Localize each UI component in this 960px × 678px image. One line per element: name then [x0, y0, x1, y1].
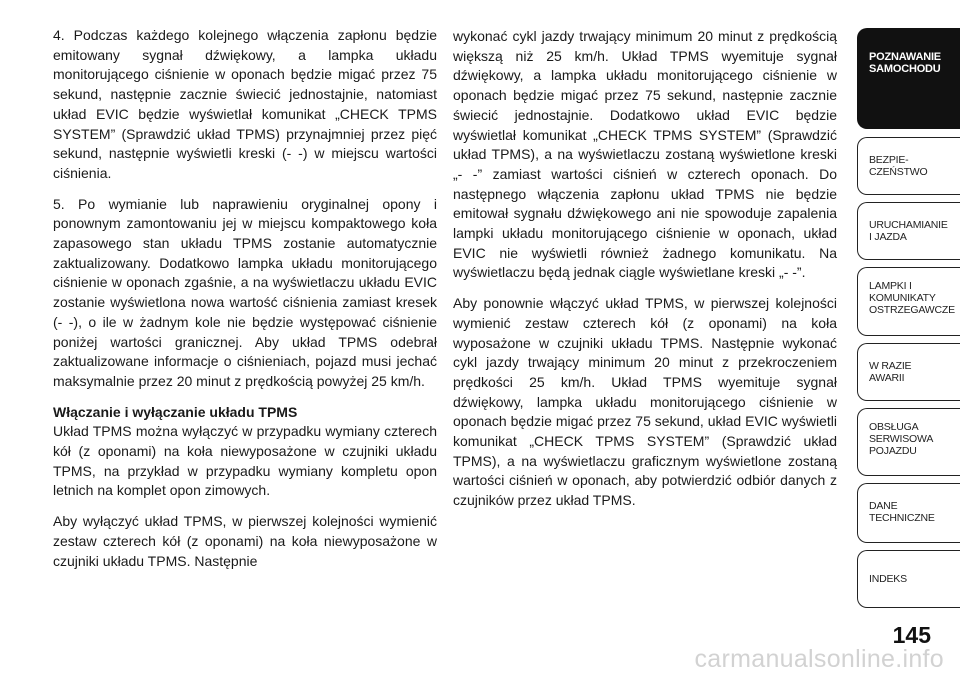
tab-lampki-i-komunikaty[interactable]: [857, 267, 960, 336]
tab-label-line: TECHNICZNE: [869, 512, 935, 524]
tab-label-line: W RAZIE: [869, 360, 912, 372]
page-number: 145: [892, 622, 931, 648]
tab-label-line: DANE: [869, 500, 898, 512]
tab-label-line: OSTRZEGAWCZE: [869, 304, 955, 316]
tab-label-line: POZNAWANIE: [869, 51, 941, 63]
tab-label-line: LAMPKI I: [869, 280, 912, 292]
tab-label-line: CZEŃSTWO: [869, 166, 928, 178]
tab-label-line: KOMUNIKATY: [869, 292, 936, 304]
tab-indeks[interactable]: [857, 550, 960, 608]
tab-label-line: BEZPIE-: [869, 154, 909, 166]
paragraph-disable-steps: Aby wyłączyć układ TPMS, w pierwszej kolejności wymienić zestaw czterech kół (z oponami) na koła niewyposażone w czujniki układu TPMS. Następnie: [53, 513, 437, 569]
tab-label-line: POJAZDU: [869, 445, 917, 457]
paragraph-enable-steps: Aby ponownie włączyć układ TPMS, w pierwszej kolejności wymienić zestaw czterech kół (z oponami) na koła wyposażone w czujniki układu TPMS. Następnie wykonać cykl jazdy trwający minimum 20 minut z przekroczeniem prędkości 25 km/h. Układ TPMS wyemituje sygnał dźwiękowy, lampka układu monitorującego ciśnienie w oponach będzie migać przez 75 sekund, układ EVIC wyświetli komunikat „CHECK TPMS SYSTEM” (Sprawdzić układ TPMS), a na wyświetlaczu graficznym wyświetlone zostaną wartości ciśnień w oponach, aby potwierdzić odbiór danych z czujników przez układ TPMS.: [453, 295, 837, 509]
tab-label-line: SAMOCHODU: [869, 63, 941, 75]
tab-w-razie-awarii[interactable]: [857, 343, 960, 401]
tab-label-line: INDEKS: [869, 573, 907, 585]
right-column: [453, 27, 837, 522]
paragraph-step-5: 5. Po wymianie lub naprawieniu oryginalnej opony i ponownym zamontowaniu jej w miejscu kompaktowego koła zapasowego stan układu TPMS zostanie automatycznie zaktualizowany. Dodatkowo lampka układu monitorującego ciśnienie w oponach zgaśnie, a na wyświetlaczu układu EVIC zostanie wyświetlona nowa wartość ciśnienia zamiast kresek (- -), o ile w żadnym kole nie będzie występować ciśnienie poniżej wartości granicznej. Aby układ TPMS odebrał zaktualizowane informacje o ciśnieniach, pojazd musi jechać maksymalnie przez 20 minut z prędkością powyżej 25 km/h.: [53, 195, 437, 389]
tab-label-line: I JAZDA: [869, 231, 907, 243]
tab-bezpieczenstwo[interactable]: [857, 137, 960, 195]
paragraph-disable-continued: wykonać cykl jazdy trwający minimum 20 minut z prędkością większą niż 25 km/h. Układ TPMS wyemituje sygnał dźwiękowy, a lampka układu monitorującego ciśnienie w oponach będzie migać przez 75 sekund, następnie zacznie świecić jednostajnie. Dodatkowo układ EVIC będzie wyświetlał komunikat „CHECK TPMS SYSTEM” (Sprawdzić układ TPMS), a na wyświetlaczu zostaną wyświetlone kreski „- -” zamiast wartości ciśnień w czterech oponach. Do następnego włączenia zapłonu układ TPMS nie będzie emitował sygnału dźwiękowego ani nie spowoduje zapalenia lampki układu monitorującego ciśnienie w oponach, układ EVIC nie wyświetli również żadnego komunikatu. Na wyświetlaczu będą jednak ciągle wyświetlane kreski „- -”.: [453, 28, 837, 281]
left-column: [53, 26, 437, 582]
tab-label-line: OBSŁUGA: [869, 421, 919, 433]
chapter-tabs: [857, 28, 960, 615]
paragraph-step-4: 4. Podczas każdego kolejnego włączenia zapłonu będzie emitowany sygnał dźwiękowy, a lampka układu monitorującego ciśnienie w oponach będzie migać przez 75 sekund, następnie zacznie świecić jednostajnie, natomiast układ EVIC będzie wyświetlał komunikat „CHECK TPMS SYSTEM” (Sprawdzić układ TPMS) przynajmniej przez pięć sekund, następnie wyświetli kreski (- -) w miejscu wartości ciśnienia.: [53, 27, 437, 181]
tab-dane-techniczne[interactable]: [857, 483, 960, 543]
watermark: carmanualsonline.info: [694, 645, 944, 673]
section-heading: Włączanie i wyłączanie układu TPMS: [53, 403, 298, 420]
tab-label-line: AWARII: [869, 372, 905, 384]
paragraph-disable-intro: Układ TPMS można wyłączyć w przypadku wymiany czterech kół (z oponami) na koła niewyposażone w czujniki układu TPMS, na przykład w przypadku wymiany kompletu opon letnich na komplet opon zimowych.: [53, 423, 437, 499]
tab-poznawanie-samochodu[interactable]: [857, 28, 960, 129]
tab-label-line: SERWISOWA: [869, 433, 934, 445]
tab-uruchamianie-i-jazda[interactable]: [857, 202, 960, 260]
tab-obsluga-serwisowa[interactable]: [857, 408, 960, 476]
tab-label-line: URUCHAMIANIE: [869, 219, 948, 231]
